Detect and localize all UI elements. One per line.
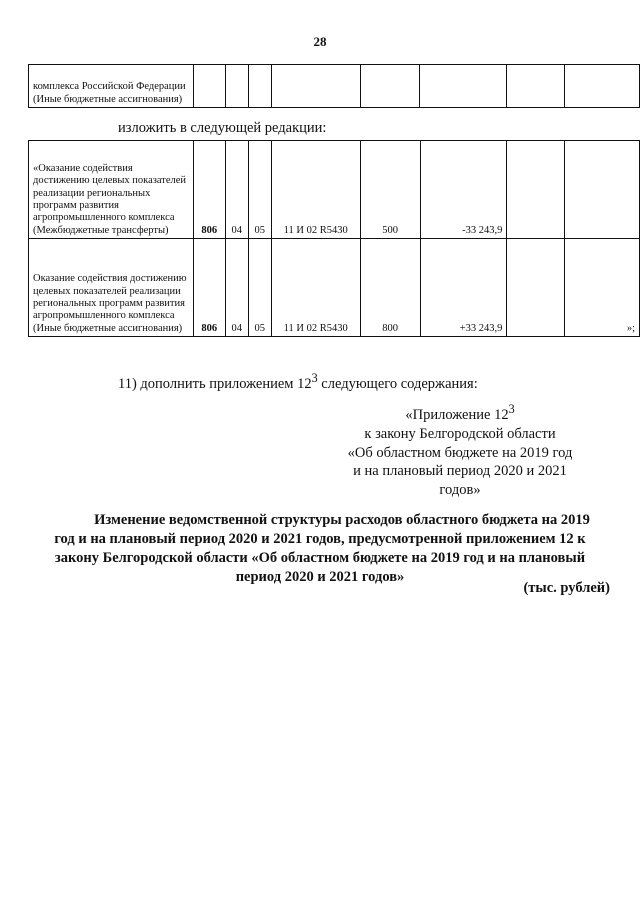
- amount-cell: [420, 65, 507, 108]
- expense-type-cell: [360, 65, 420, 108]
- appendix-line-1: [300, 402, 620, 425]
- page-number: 28: [313, 34, 327, 49]
- subsection-cell: [248, 65, 271, 108]
- amount-2021-cell: »;: [565, 239, 640, 337]
- appendix-line-5: годов»: [439, 482, 481, 499]
- table-row: [29, 141, 640, 239]
- section-cell: 04: [225, 239, 248, 337]
- title-line-2: год и на плановый период 2020 и 2021 годов, предусмотренной приложением 12 к: [54, 530, 586, 547]
- supplement-instruction: [118, 371, 478, 393]
- subsection-cell: 05: [248, 141, 271, 239]
- amount-2020-cell: [507, 65, 565, 108]
- budget-table-new: [28, 140, 640, 337]
- supplement-sup: 3: [311, 371, 318, 385]
- amount-2021-cell: [565, 65, 640, 108]
- table-row: [29, 65, 640, 108]
- target-article-cell: 11 И 02 R5430: [271, 239, 360, 337]
- replace-instruction: изложить в следующей редакции:: [118, 120, 327, 136]
- expense-name-cell: комплекса Российской Федерации (Иные бюджетные ассигнования): [29, 65, 194, 108]
- table-row: [29, 239, 640, 337]
- section-cell: 04: [225, 141, 248, 239]
- expense-name-cell: Оказание содействия достижению целевых показателей реализации региональных программ развития агропромышленного комплекса (Иные бюджетные ассигнования): [29, 239, 194, 337]
- budget-table-previous: [28, 64, 640, 108]
- supplement-tail: следующего содержания:: [317, 375, 478, 392]
- appendix-line-2: к закону Белгородской области: [364, 425, 556, 442]
- amount-2020-cell: [507, 141, 565, 239]
- appendix-header: [300, 402, 620, 500]
- amount-2021-cell: [565, 141, 640, 239]
- document-title: [28, 511, 612, 586]
- target-article-cell: [271, 65, 360, 108]
- appendix-line-3: «Об областном бюджете на 2019 год: [347, 444, 573, 461]
- title-line-3: закону Белгородской области «Об областном бюджете на 2019 год и на плановый: [54, 549, 586, 566]
- target-article-cell: 11 И 02 R5430: [271, 141, 360, 239]
- units-label: (тыс. рублей): [523, 580, 610, 596]
- section-cell: [225, 65, 248, 108]
- expense-type-cell: 500: [360, 141, 420, 239]
- ministry-code-cell: [193, 65, 225, 108]
- title-line-1: Изменение ведомственной структуры расходов областного бюджета на 2019: [94, 512, 590, 528]
- appendix-sup: 3: [508, 402, 515, 416]
- subsection-cell: 05: [248, 239, 271, 337]
- expense-name-cell: «Оказание содействия достижению целевых показателей реализации региональных программ развития агропромышленного комплекса (Межбюджетные трансферты): [29, 141, 194, 239]
- amount-cell: -33 243,9: [420, 141, 507, 239]
- expense-type-cell: 800: [360, 239, 420, 337]
- ministry-code-cell: 806: [193, 239, 225, 337]
- appendix-line-4: и на плановый период 2020 и 2021: [353, 463, 567, 480]
- amount-cell: +33 243,9: [420, 239, 507, 337]
- amount-2020-cell: [507, 239, 565, 337]
- ministry-code-cell: 806: [193, 141, 225, 239]
- title-line-4: период 2020 и 2021 годов»: [235, 568, 405, 585]
- appendix-title: «Приложение 12: [405, 406, 509, 423]
- supplement-text: 11) дополнить приложением 12: [118, 375, 312, 392]
